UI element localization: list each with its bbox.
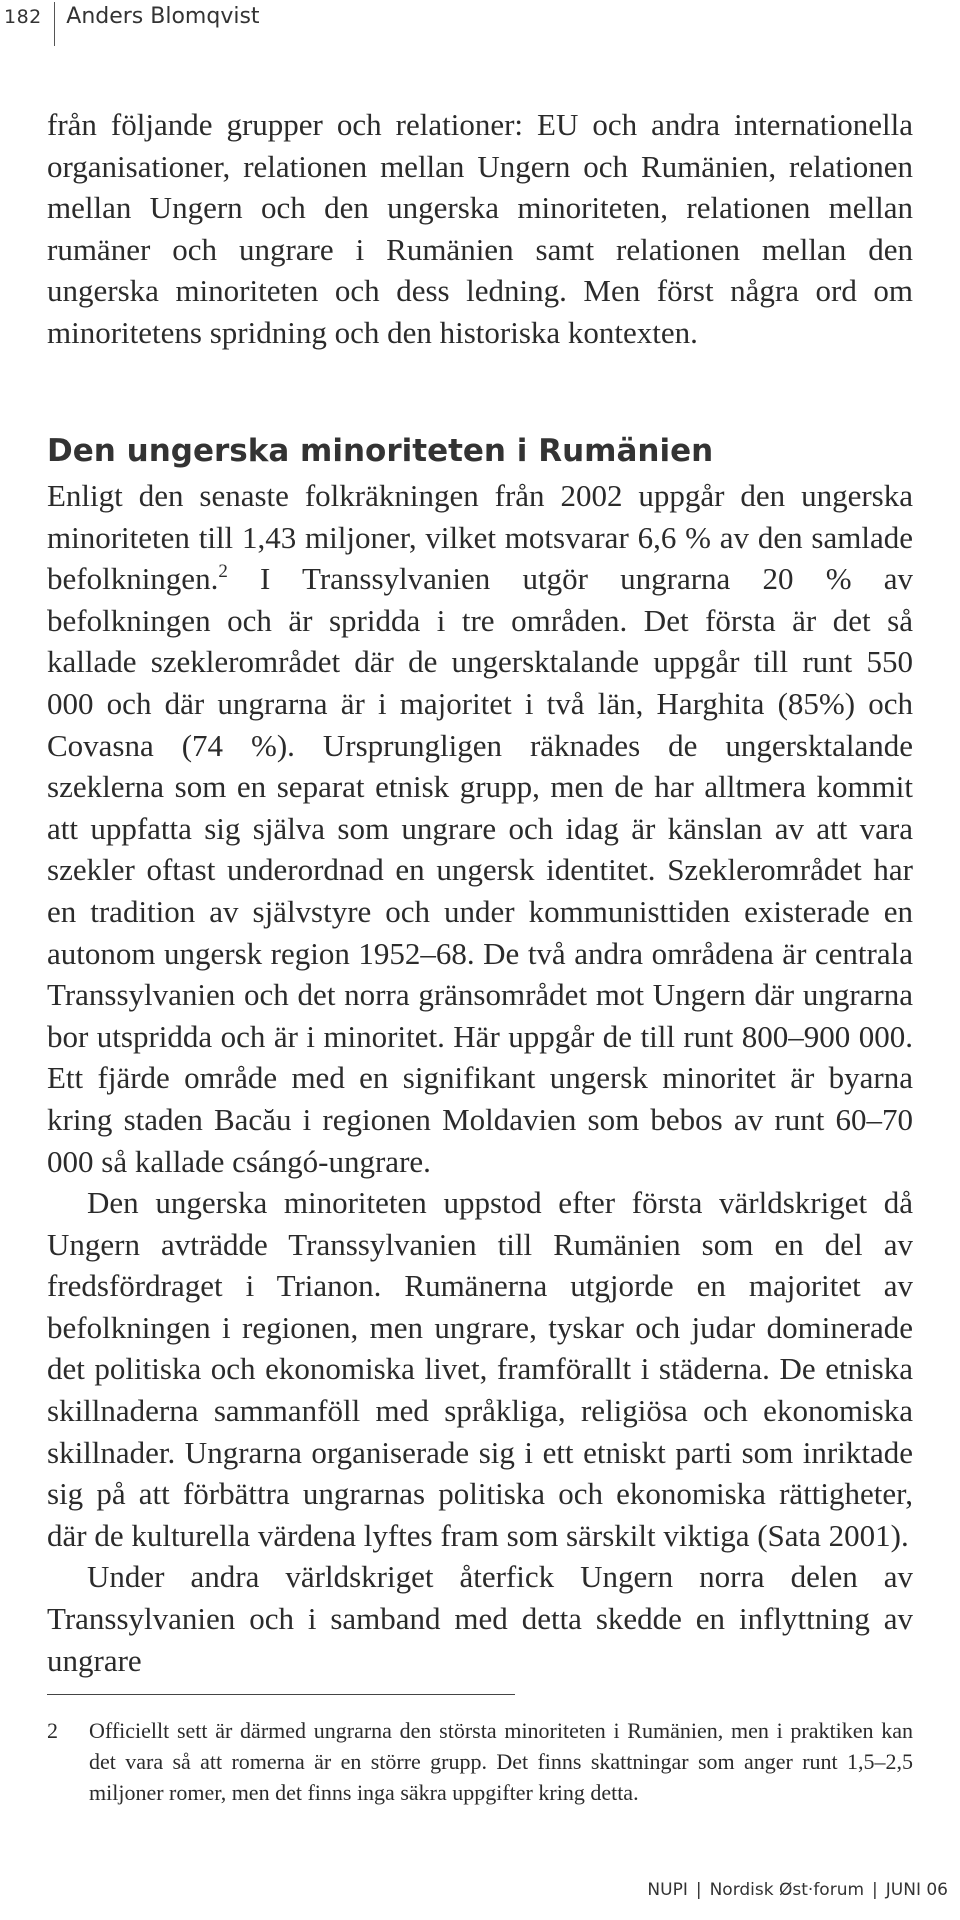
running-header bbox=[0, 2, 260, 50]
footnote-reference: 2 bbox=[218, 561, 228, 583]
page-footer bbox=[647, 1880, 948, 1900]
footer-publisher: NUPI bbox=[647, 1880, 688, 1900]
paragraph-1-text-a: Enligt den senaste folkräkningen från 2002 uppgår den ungerska minoriteten till 1,43 miljoner, vilket motsvarar 6,6 % av den samlade befolkningen. bbox=[47, 478, 913, 597]
section-paragraph-3: Under andra världskriget återfick Ungern norra delen av Transsylvanien och i samband med detta skedde en inflyttning av ungrare bbox=[47, 1559, 913, 1678]
running-author: Anders Blomqvist bbox=[66, 4, 260, 29]
section-paragraph-2: Den ungerska minoriteten uppstod efter första världskriget då Ungern avträdde Transsylvanien till Rumänien som en del av fredsfördraget i Trianon. Rumänerna utgjorde en majoritet av befolkningen i regionen, men ungrare, tyskar och judar dominerade det politiska och ekonomiska livet, framförallt i städerna. De etniska skillnaderna sammanföll med språkliga, religiösa och ekonomiska skillnader. Ungrarna organiserade sig i ett etniskt parti som inriktade sig på att förbättra ungrarnas politiska och ekonomiska rättigheter, där de kulturella värdena lyftes fram som särskilt viktiga (Sata 2001). bbox=[47, 1185, 913, 1553]
footnote bbox=[47, 1715, 913, 1808]
footer-issue: JUNI 06 bbox=[885, 1880, 948, 1900]
footnote-text: Officiellt sett är därmed ungrarna den största minoriteten i Rumänien, men i praktiken kan det vara så att romerna är en större grupp. Det finns skattningar som anger runt 1,5–2,5 miljoner romer, men det finns inga säkra uppgifter kring detta. bbox=[89, 1718, 913, 1805]
section-block bbox=[47, 431, 913, 1681]
footer-separator: | bbox=[872, 1880, 878, 1900]
section-paragraph-1 bbox=[47, 475, 913, 1182]
footnote-number: 2 bbox=[47, 1718, 58, 1743]
intro-paragraph-block bbox=[47, 104, 913, 354]
footer-series: Nordisk Øst·forum bbox=[709, 1880, 865, 1900]
footnote-divider bbox=[47, 1694, 515, 1695]
section-heading: Den ungerska minoriteten i Rumänien bbox=[47, 433, 714, 469]
footer-separator: | bbox=[695, 1880, 702, 1900]
paragraph-1-text-b: I Transsylvanien utgör ungrarna 20 % av befolkningen och är spridda i tre områden. Det första är det så kallade szeklerområdet där de ungersktalande uppgår till runt 550 000 och där ungrarna är i majoritet i två län, Harghita (85%) och Covasna (74 %). Ursprungligen räknades de ungersktalande szeklerna som en separat etnisk grupp, men de har alltmera kommit att uppfatta sig själva som ungrare och idag är känslan av att vara szekler oftast underordnad en ungersk identitet. Szeklerområdet har en tradition av självstyre och under kommunisttiden existerade en autonom ungersk region 1952–68. De två andra områdena är centrala Transsylvanien och det norra gränsområdet mot Ungern där ungrarna bor utspridda och är i minoritet. Här uppgår de till runt 800–900 000. Ett fjärde område med en signifikant ungersk minoritet är byarna kring staden Bacău i regionen Moldavien som bebos av runt 60–70 000 så kallade csángó-ungrare. bbox=[47, 561, 913, 1179]
page-number: 182 bbox=[4, 6, 42, 28]
intro-paragraph: från följande grupper och relationer: EU och andra internationella organisationer, relationen mellan Ungern och Rumänien, relationen mellan Ungern och den ungerska minoriteten, relationen mellan rumäner och ungrare i Rumänien samt relationen mellan den ungerska minoriteten och dess ledning. Men först några ord om minoritetens spridning och den historiska kontexten. bbox=[47, 107, 913, 350]
